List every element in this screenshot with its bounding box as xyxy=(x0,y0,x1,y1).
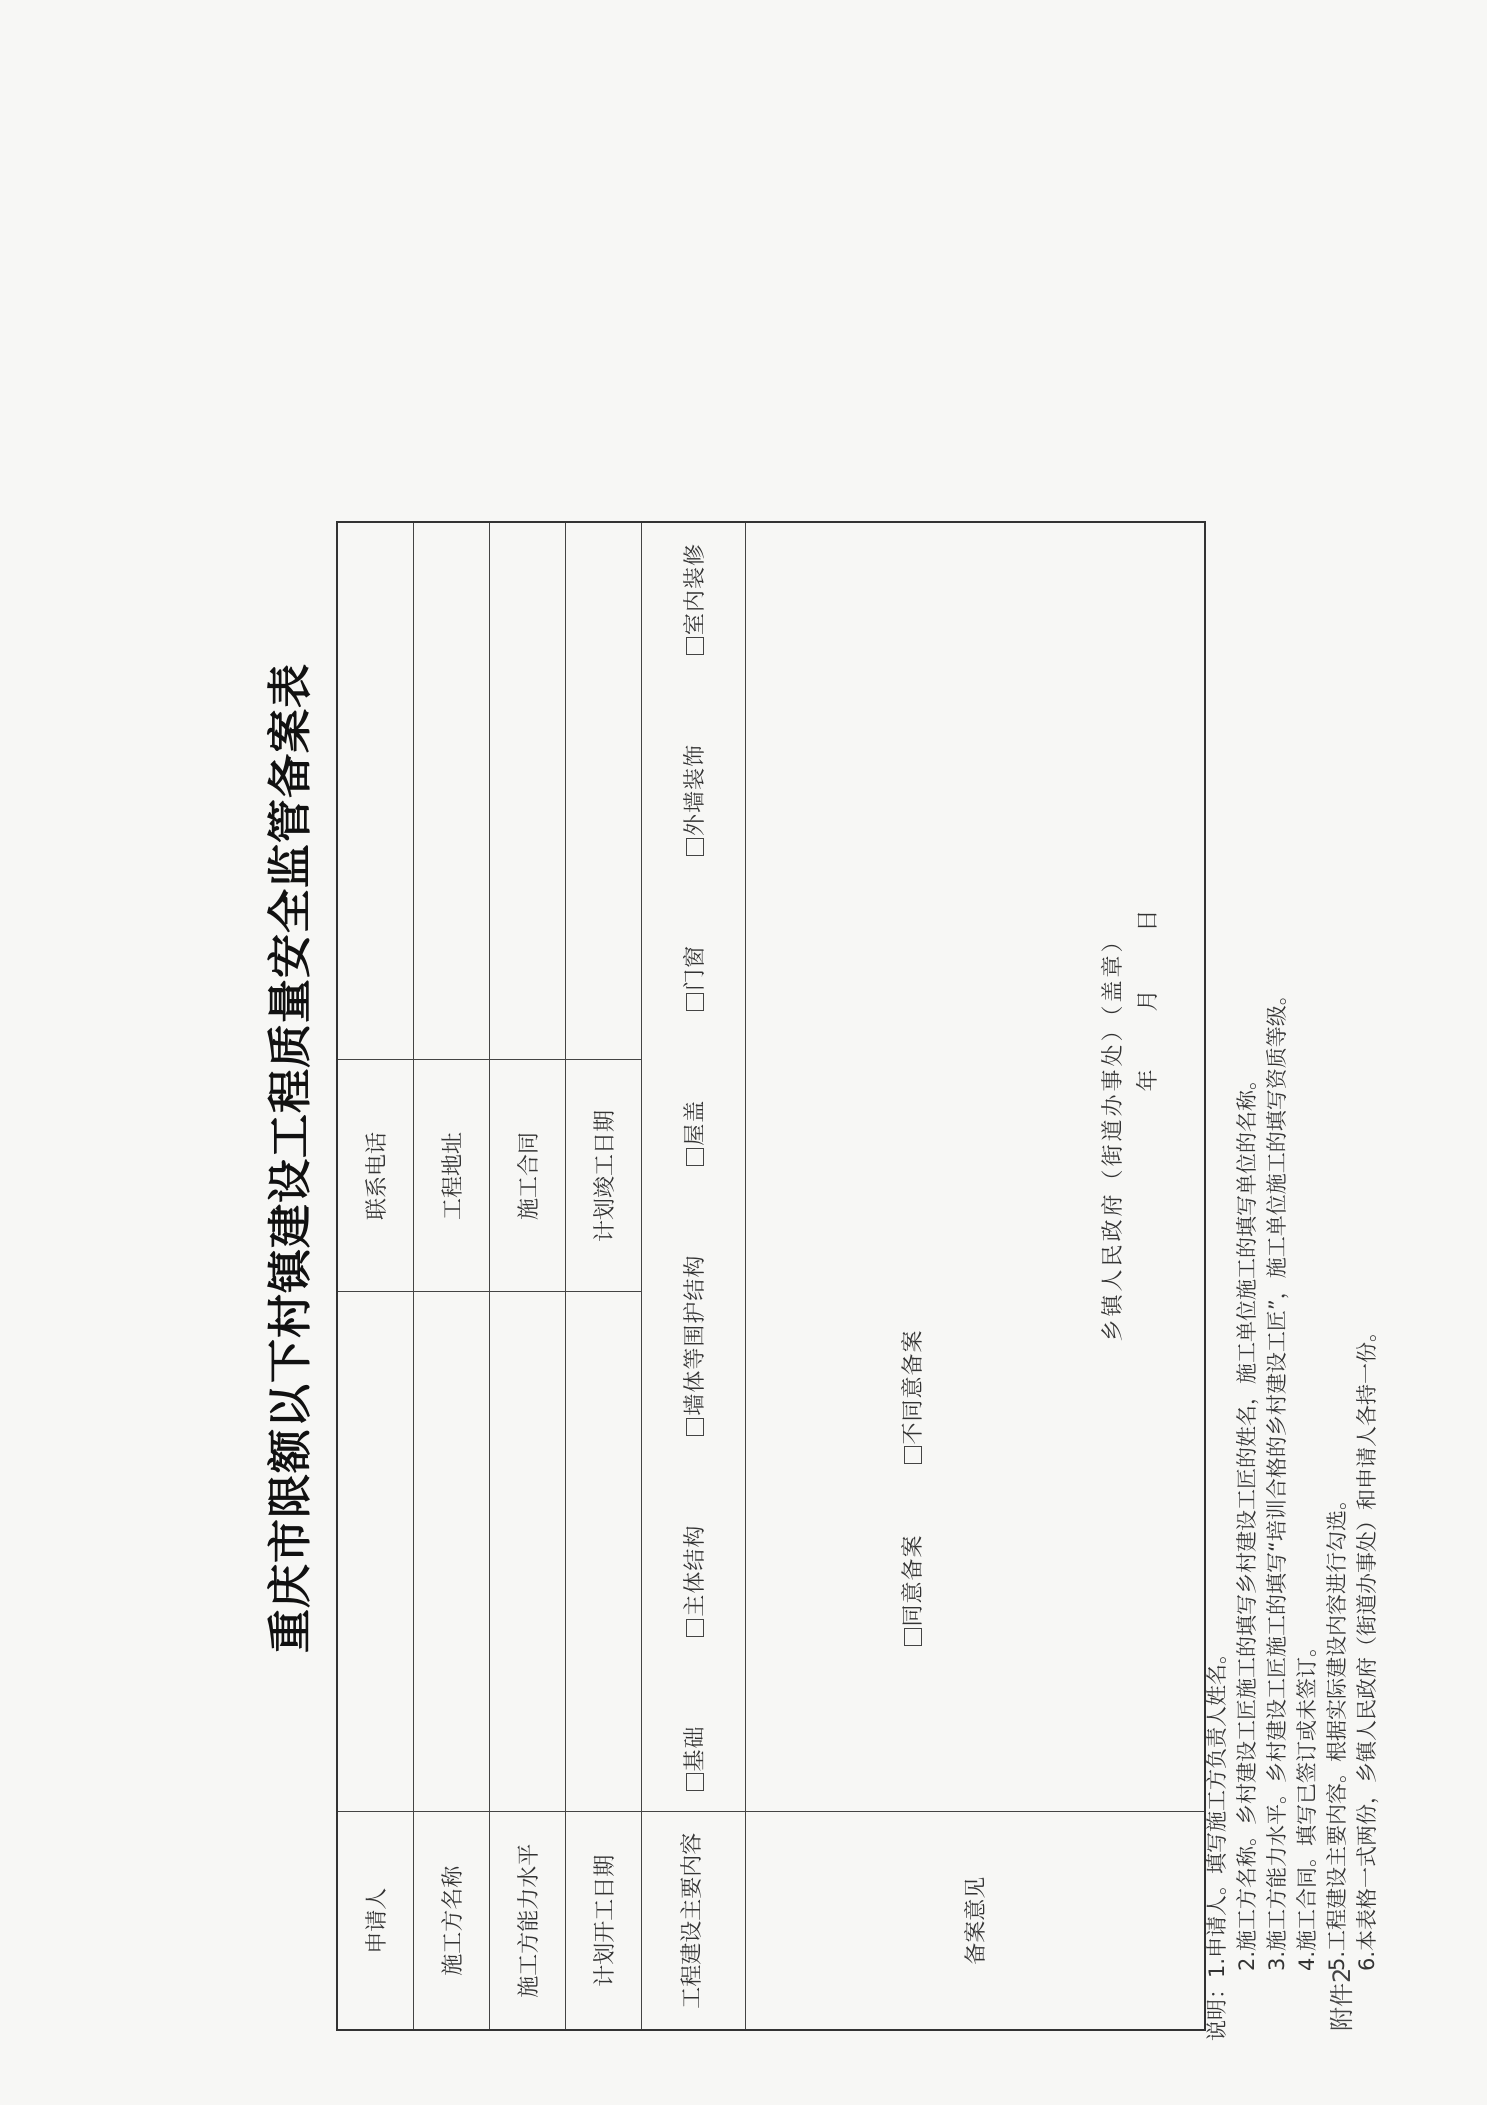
applicant-field[interactable] xyxy=(337,1292,413,1812)
table-row xyxy=(641,522,745,2030)
applicant-label: 申请人 xyxy=(337,1812,413,2030)
record-form-table xyxy=(336,521,1206,2031)
main-content-options xyxy=(641,522,745,1812)
checkbox-icon xyxy=(904,1629,922,1647)
option-label: 室内装修 xyxy=(682,543,708,636)
table-row xyxy=(745,522,1205,2030)
builder-capability-label: 施工方能力水平 xyxy=(489,1812,565,2030)
contact-phone-label: 联系电话 xyxy=(337,1060,413,1292)
table-row xyxy=(565,522,641,2030)
project-address-label: 工程地址 xyxy=(413,1060,489,1292)
year-label: 年 xyxy=(1135,1069,1161,1092)
construction-contract-label: 施工合同 xyxy=(489,1060,565,1292)
table-row xyxy=(413,522,489,2030)
checkbox-icon xyxy=(904,1446,922,1464)
note-line: 2.施工方名称。乡村建设工匠施工的填写乡村建设工匠的姓名，施工单位施工的填写单位的名称。 xyxy=(1235,1068,1259,1971)
disagree-label: 不同意备案 xyxy=(900,1329,926,1445)
attachment-label: 附件2 xyxy=(1328,1967,1356,2031)
option-exterior-wall-decoration[interactable] xyxy=(678,744,709,856)
builder-capability-field[interactable] xyxy=(489,1292,565,1812)
option-label: 外墙装饰 xyxy=(682,743,708,836)
checkbox-icon xyxy=(686,838,704,856)
disagree-option[interactable] xyxy=(896,1329,927,1464)
planned-start-field[interactable] xyxy=(565,1292,641,1812)
date-line xyxy=(1131,909,1162,1091)
planned-completion-label: 计划竣工日期 xyxy=(565,1060,641,1292)
day-label: 日 xyxy=(1135,909,1161,932)
option-interior-decoration[interactable] xyxy=(678,543,709,655)
government-stamp-line: 乡镇人民政府（街道办事处）（盖章） xyxy=(1100,927,1126,1342)
agree-label: 同意备案 xyxy=(900,1534,926,1627)
note-line xyxy=(1202,281,1232,2041)
checkbox-icon xyxy=(686,1619,704,1637)
checkbox-icon xyxy=(686,1774,704,1792)
planned-completion-field[interactable] xyxy=(565,522,641,1060)
main-content-label: 工程建设主要内容 xyxy=(641,1812,745,2030)
option-label: 基础 xyxy=(682,1725,708,1772)
rotated-form-page xyxy=(242,253,1382,2063)
checkbox-icon xyxy=(686,1418,704,1436)
notes-intro: 说明： xyxy=(1205,1978,1229,2041)
contact-phone-field[interactable] xyxy=(337,522,413,1060)
option-label: 屋盖 xyxy=(682,1099,708,1146)
construction-contract-field[interactable] xyxy=(489,522,565,1060)
planned-start-label: 计划开工日期 xyxy=(565,1812,641,2030)
note-item: 1.申请人。填写施工方负责人姓名。 xyxy=(1205,1642,1229,1978)
option-label: 主体结构 xyxy=(682,1524,708,1617)
option-wall-enclosure[interactable] xyxy=(678,1255,709,1436)
table-row xyxy=(489,522,565,2030)
month-label: 月 xyxy=(1135,989,1161,1012)
record-opinion-area xyxy=(745,522,1205,1812)
form-title: 重庆市限额以下村镇建设工程质量安全监管备案表 xyxy=(265,663,316,1653)
checkbox-icon xyxy=(686,637,704,655)
agree-option[interactable] xyxy=(896,1534,927,1646)
note-line: 6.本表格一式两份，乡镇人民政府（街道办事处）和申请人各持一份。 xyxy=(1355,1320,1379,1971)
notes-section xyxy=(1202,281,1382,2041)
option-roof[interactable] xyxy=(678,1100,709,1166)
builder-name-label: 施工方名称 xyxy=(413,1812,489,2030)
note-line: 3.施工方能力水平。乡村建设工匠施工的填写“培训合格的乡村建设工匠”，施工单位施工的填写资质等级。 xyxy=(1265,984,1289,1971)
option-doors-windows[interactable] xyxy=(678,945,709,1011)
checkbox-icon xyxy=(686,1148,704,1166)
note-line: 4.施工合同。填写已签订或未签订。 xyxy=(1295,1635,1319,1971)
record-opinion-label: 备案意见 xyxy=(745,1812,1205,2030)
option-label: 墙体等围护结构 xyxy=(682,1254,708,1416)
option-label: 门窗 xyxy=(682,944,708,991)
note-line: 5.工程建设主要内容。根据实际建设内容进行勾选。 xyxy=(1325,1488,1349,1971)
builder-name-field[interactable] xyxy=(413,1292,489,1812)
table-row xyxy=(337,522,413,2030)
option-main-structure[interactable] xyxy=(678,1525,709,1637)
project-address-field[interactable] xyxy=(413,522,489,1060)
option-foundation[interactable] xyxy=(678,1725,709,1791)
checkbox-icon xyxy=(686,993,704,1011)
